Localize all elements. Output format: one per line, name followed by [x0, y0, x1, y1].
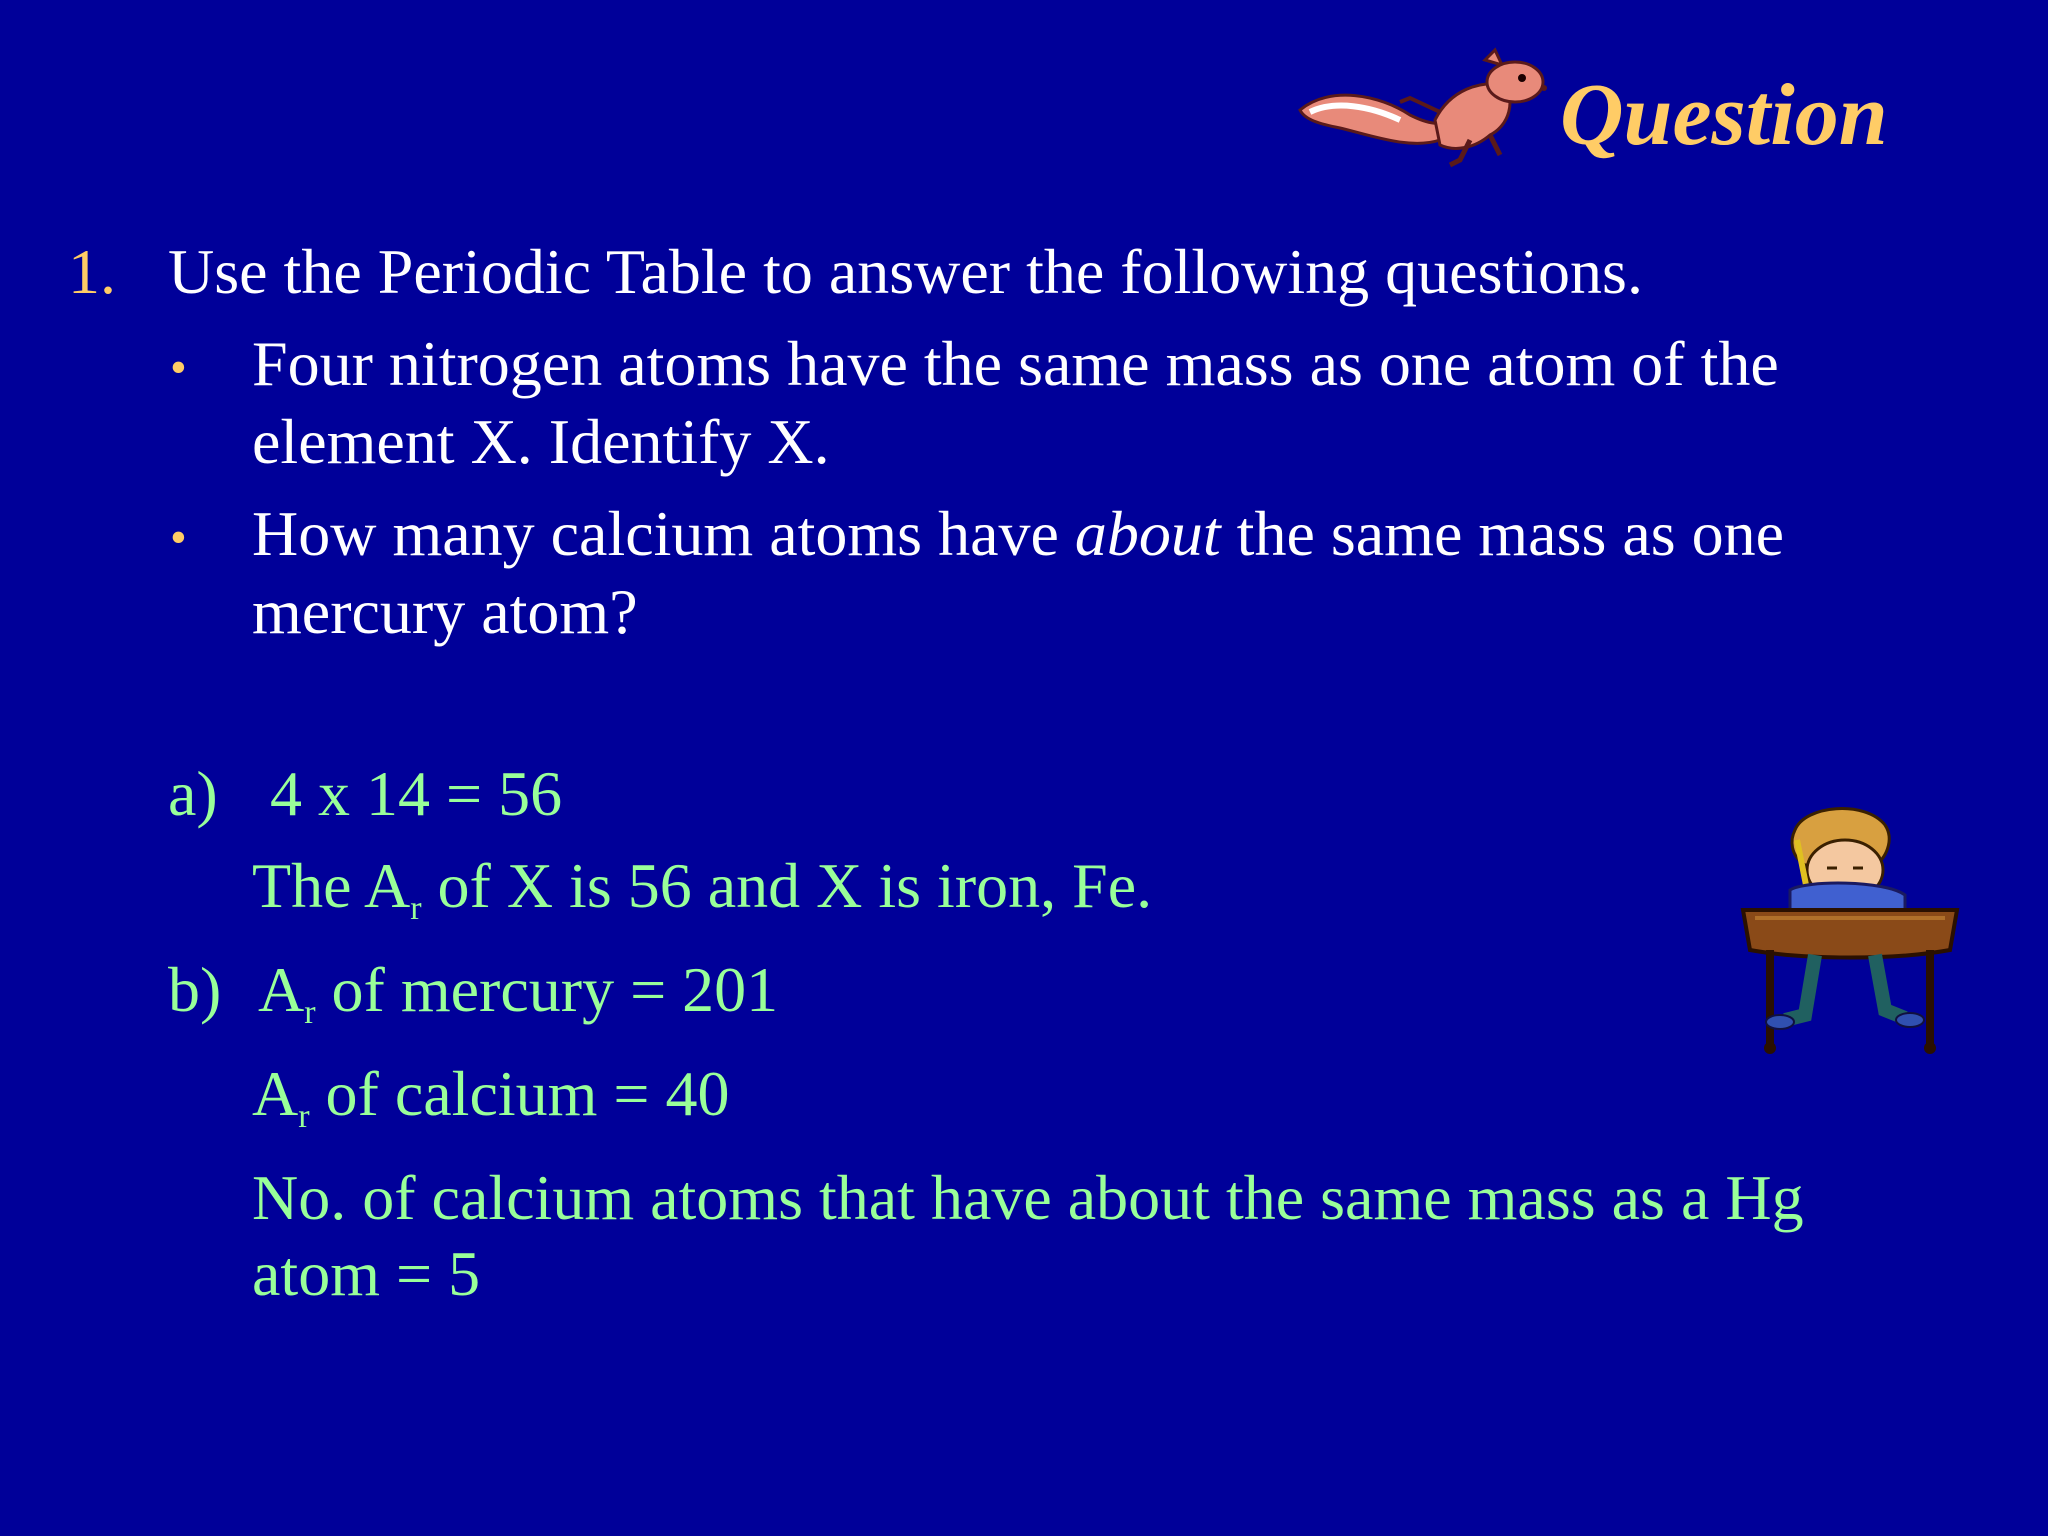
bullet-2-text-after: the same mass as one	[1220, 498, 1785, 569]
answer-a-line-2	[252, 850, 1153, 927]
flying-squirrel-icon	[1290, 40, 1570, 170]
answer-a-text-after: of X is 56 and X is iron, Fe.	[421, 850, 1153, 921]
answer-a-label: a)	[168, 758, 218, 829]
subscript-r: r	[298, 1098, 310, 1135]
bullet-marker: •	[170, 511, 187, 564]
bullet-2-text-before: How many calcium atoms have	[252, 498, 1075, 569]
bullet-2-line-2: mercury atom?	[252, 576, 638, 647]
answer-b1-text-before: A	[258, 954, 305, 1025]
bullet-marker: •	[170, 341, 187, 394]
question-text: Use the Periodic Table to answer the following questions.	[168, 236, 1643, 307]
subscript-r: r	[304, 994, 316, 1031]
answer-b-line-4: atom = 5	[252, 1238, 481, 1309]
answer-b2-text-before: A	[252, 1058, 299, 1129]
answer-b-line-2	[252, 1058, 730, 1135]
answer-a-text-before: The A	[252, 850, 411, 921]
bullet-2-emphasis: about	[1074, 498, 1221, 569]
bullet-2-line-1	[252, 498, 1785, 569]
answer-b1-text-after: of mercury = 201	[315, 954, 779, 1025]
student-at-desk-icon	[1735, 800, 1965, 1060]
question-row	[68, 236, 116, 307]
answer-b-line-3: No. of calcium atoms that have about the same mass as a Hg	[252, 1162, 1804, 1233]
subscript-r: r	[410, 890, 422, 927]
bullet-1-line-2: element X. Identify X.	[252, 406, 830, 477]
answer-a-line-1: 4 x 14 = 56	[270, 758, 563, 829]
bullet-1-line-1: Four nitrogen atoms have the same mass as one atom of the	[252, 328, 1779, 399]
answer-b2-text-after: of calcium = 40	[309, 1058, 730, 1129]
question-number: 1.	[68, 236, 116, 307]
answer-b-label: b)	[168, 954, 222, 1025]
answer-b-line-1	[258, 954, 779, 1031]
slide-title: Question	[1560, 67, 1888, 164]
